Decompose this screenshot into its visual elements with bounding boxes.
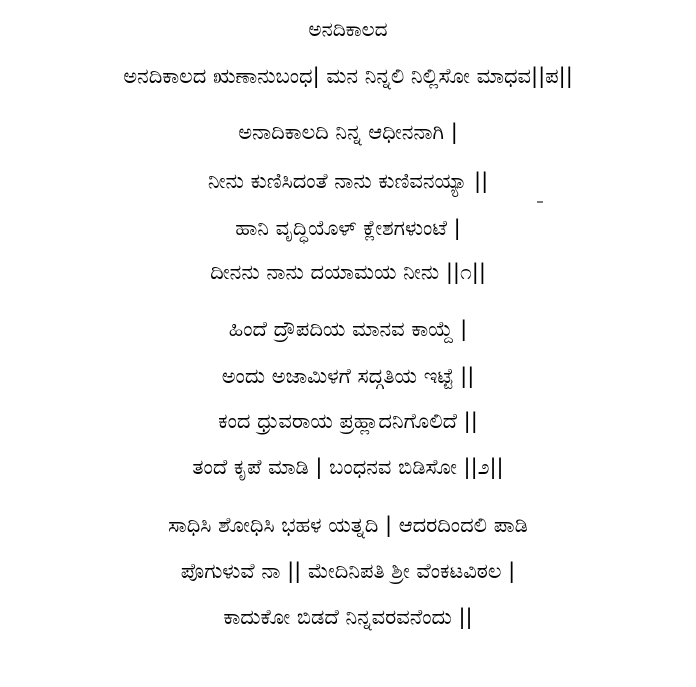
verse-line: ಹಾನಿ ವೃದ್ಧಿಯೊಳ್ ಕ್ಲೇಶಗಳುಂಟೆ | [235, 216, 461, 240]
stray-mark [537, 201, 543, 203]
verse-line: ಅನಾದಿಕಾಲದಿ ನಿನ್ನ ಆಧೀನನಾಗಿ | [238, 120, 458, 144]
verse-line: ಪೊಗುಳುವೆ ನಾ || ಮೇದಿನಿಪತಿ ಶ್ರೀ ವೆಂಕಟವಿಠಲ | [180, 559, 516, 583]
refrain-line: ಅನದಿಕಾಲದ ಋಣಾನುಬಂಧ| ಮನ ನಿನ್ನಲಿ ನಿಲ್ಲಿಸೋ ಮಾಧವ||ಪ|| [123, 64, 573, 88]
verse-line: ಕಂದ ಧ್ರುವರಾಯ ಪ್ರಹ್ಲಾದನಿಗೊಲಿದೆ || [218, 409, 478, 433]
verse-line: ಕಾದುಕೋ ಬಿಡದೆ ನಿನ್ನವರವನೆಂದು || [223, 605, 473, 629]
verse-line: ನೀನು ಕುಣಿಸಿದಂತೆ ನಾನು ಕುಣಿವನಯ್ಯಾ || [207, 169, 489, 193]
song-title: ಅನದಿಕಾಲದ [308, 17, 388, 41]
verse-line: ಹಿಂದೆ ದ್ರೌಪದಿಯ ಮಾನವ ಕಾಯ್ದೆ | [228, 317, 468, 341]
verse-line: ಅಂದು ಅಜಾಮಿಳಗೆ ಸದ್ಗತಿಯ ಇಟ್ಟೆ || [221, 364, 475, 388]
verse-line: ದೀನನು ನಾನು ದಯಾಮಯ ನೀನು ||೧|| [210, 260, 486, 284]
verse-line: ತಂದೆ ಕೃಪೆ ಮಾಡಿ | ಬಂಧನವ ಬಿಡಿಸೋ ||೨|| [192, 455, 504, 479]
verse-line: ಸಾಧಿಸಿ ಶೋಧಿಸಿ ಭಹಳ ಯತ್ನದಿ | ಆದರದಿಂದಲಿ ಪಾಡಿ [168, 513, 528, 537]
